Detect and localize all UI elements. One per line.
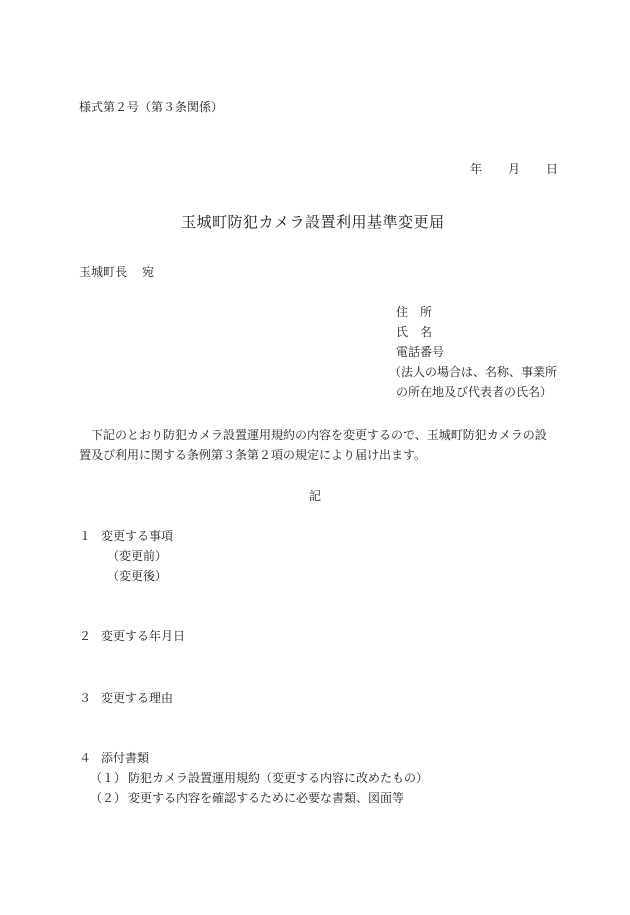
applicant-block — [389, 304, 557, 404]
document-title: 玉城町防犯カメラ設置利用基準変更届 — [181, 213, 445, 231]
address-label: 住 所 — [396, 305, 433, 319]
attachment-text: 変更する内容を確認するために必要な書類、図面等 — [128, 791, 405, 805]
corporate-note-line-2: の所在地及び代表者の氏名） — [396, 385, 553, 399]
item-number: ４ — [79, 751, 92, 765]
date-year-label: 年 — [470, 162, 483, 176]
item-4 — [79, 750, 149, 766]
attachment-2 — [90, 790, 404, 806]
item-2 — [79, 628, 185, 644]
phone-label: 電話番号 — [396, 345, 445, 359]
corporate-note-line-1: （法人の場合は、名称、事業所 — [389, 365, 558, 379]
attachment-number: （２） — [90, 791, 127, 805]
item-number: ２ — [79, 629, 92, 643]
item-number: ３ — [79, 691, 92, 705]
attachment-text: 防犯カメラ設置運用規約（変更する内容に改めたもの） — [128, 771, 429, 785]
date-line — [470, 161, 558, 177]
addressee — [79, 264, 154, 280]
item-1-after: （変更後） — [107, 569, 168, 583]
form-number: 様式第２号（第３条関係） — [79, 100, 224, 114]
attachment-number: （１） — [90, 771, 127, 785]
item-3 — [79, 690, 173, 706]
notice-body-line-1: 下記のとおり防犯カメラ設置運用規約の内容を変更するので、玉城町防犯カメラの設 — [91, 428, 547, 442]
item-1 — [79, 528, 173, 544]
date-day-label: 日 — [546, 162, 559, 176]
date-month-label: 月 — [508, 162, 521, 176]
notice-body-line-2: 置及び利用に関する条例第３条第２項の規定により届け出ます。 — [79, 448, 427, 462]
addressee-suffix: 宛 — [142, 265, 155, 279]
item-label: 添付書類 — [101, 751, 150, 765]
item-label: 変更する年月日 — [101, 629, 186, 643]
name-label: 氏 名 — [396, 325, 433, 339]
item-label: 変更する理由 — [101, 691, 174, 705]
attachment-1 — [90, 770, 428, 786]
item-label: 変更する事項 — [101, 529, 174, 543]
item-1-before: （変更前） — [107, 549, 168, 563]
item-number: １ — [79, 529, 92, 543]
ki-heading: 記 — [309, 489, 322, 503]
notice-body — [79, 425, 559, 465]
addressee-name: 玉城町長 — [79, 265, 128, 279]
